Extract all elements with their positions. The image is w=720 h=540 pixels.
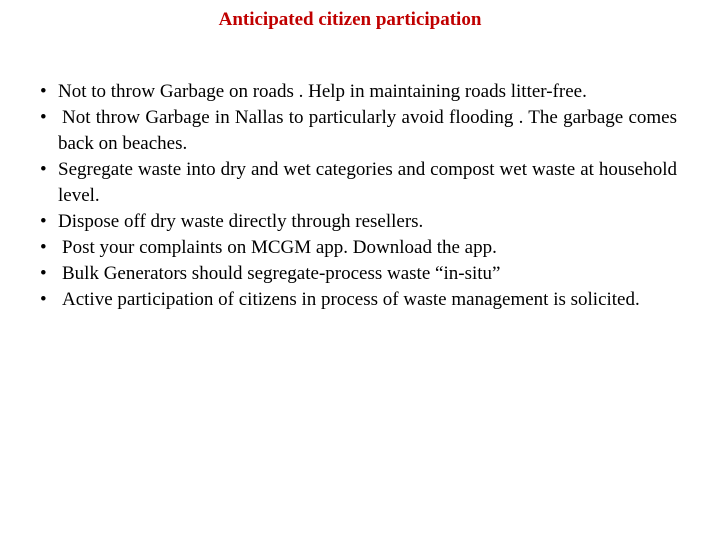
bullet-icon: • bbox=[40, 81, 47, 102]
list-item bbox=[40, 287, 677, 313]
bullet-text: Active participation of citizens in process of waste management is solicited. bbox=[62, 289, 640, 310]
slide-title: Anticipated citizen participation bbox=[218, 9, 482, 30]
bullet-text: Bulk Generators should segregate-process waste “in-situ” bbox=[62, 263, 501, 284]
bullet-icon: • bbox=[40, 211, 47, 232]
bullet-text: Post your complaints on MCGM app. Download the app. bbox=[62, 237, 497, 258]
bullet-icon: • bbox=[40, 107, 47, 128]
list-item bbox=[40, 261, 677, 287]
list-item bbox=[40, 235, 677, 261]
list-item bbox=[40, 105, 677, 157]
bullet-text: Not to throw Garbage on roads . Help in maintaining roads litter-free. bbox=[58, 81, 587, 102]
bullet-list bbox=[40, 79, 677, 313]
bullet-icon: • bbox=[40, 289, 47, 310]
bullet-text: Segregate waste into dry and wet categories and compost wet waste at household level. bbox=[58, 159, 677, 206]
list-item bbox=[40, 157, 677, 209]
bullet-icon: • bbox=[40, 263, 47, 284]
bullet-text: Not throw Garbage in Nallas to particularly avoid flooding . The garbage comes back on beaches. bbox=[58, 107, 677, 154]
list-item bbox=[40, 209, 677, 235]
bullet-icon: • bbox=[40, 237, 47, 258]
bullet-text: Dispose off dry waste directly through resellers. bbox=[58, 211, 424, 232]
list-item bbox=[40, 79, 677, 105]
bullet-icon: • bbox=[40, 159, 47, 180]
